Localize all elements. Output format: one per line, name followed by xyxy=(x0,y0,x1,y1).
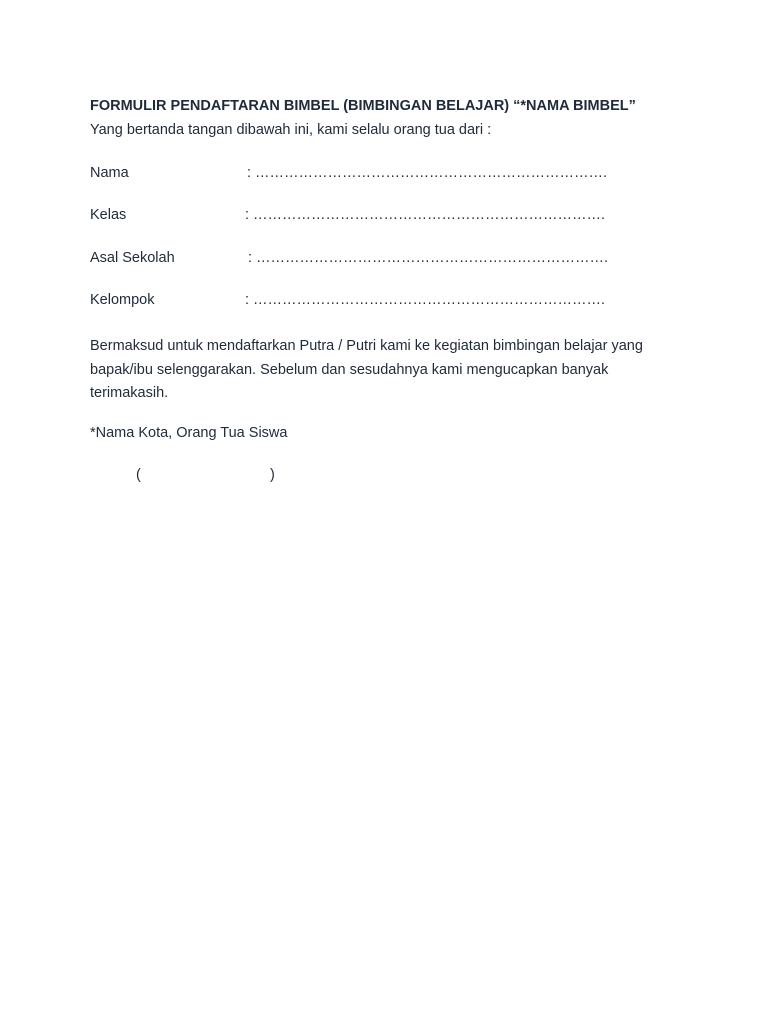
field-label: Kelompok xyxy=(90,292,155,308)
field-blank-line: : ………………………………………………………………. xyxy=(245,292,606,308)
field-label: Kelas xyxy=(90,207,127,223)
field-blank-line: : ………………………………………………………………. xyxy=(245,207,606,223)
intro-text: Yang bertanda tangan dibawah ini, kami selalu orang tua dari : xyxy=(90,122,492,138)
signature-close-paren: ) xyxy=(270,467,275,483)
signature-open-paren: ( xyxy=(136,467,141,483)
field-blank-line: : ………………………………………………………………. xyxy=(248,250,609,266)
closing-line: *Nama Kota, Orang Tua Siswa xyxy=(90,425,288,441)
field-label: Nama xyxy=(90,165,129,181)
body-paragraph: Bermaksud untuk mendaftarkan Putra / Putri kami ke kegiatan bimbingan belajar yang bapak/ibu selenggarakan. Sebelum dan sesudahnya kami mengucapkan banyak terimakasih. xyxy=(90,338,643,401)
field-blank-line: : ………………………………………………………………. xyxy=(247,165,608,181)
signature-placeholder xyxy=(90,467,290,487)
form-title: FORMULIR PENDAFTARAN BIMBEL (BIMBINGAN BELAJAR) “*NAMA BIMBEL” xyxy=(90,98,636,114)
field-label: Asal Sekolah xyxy=(90,250,175,266)
